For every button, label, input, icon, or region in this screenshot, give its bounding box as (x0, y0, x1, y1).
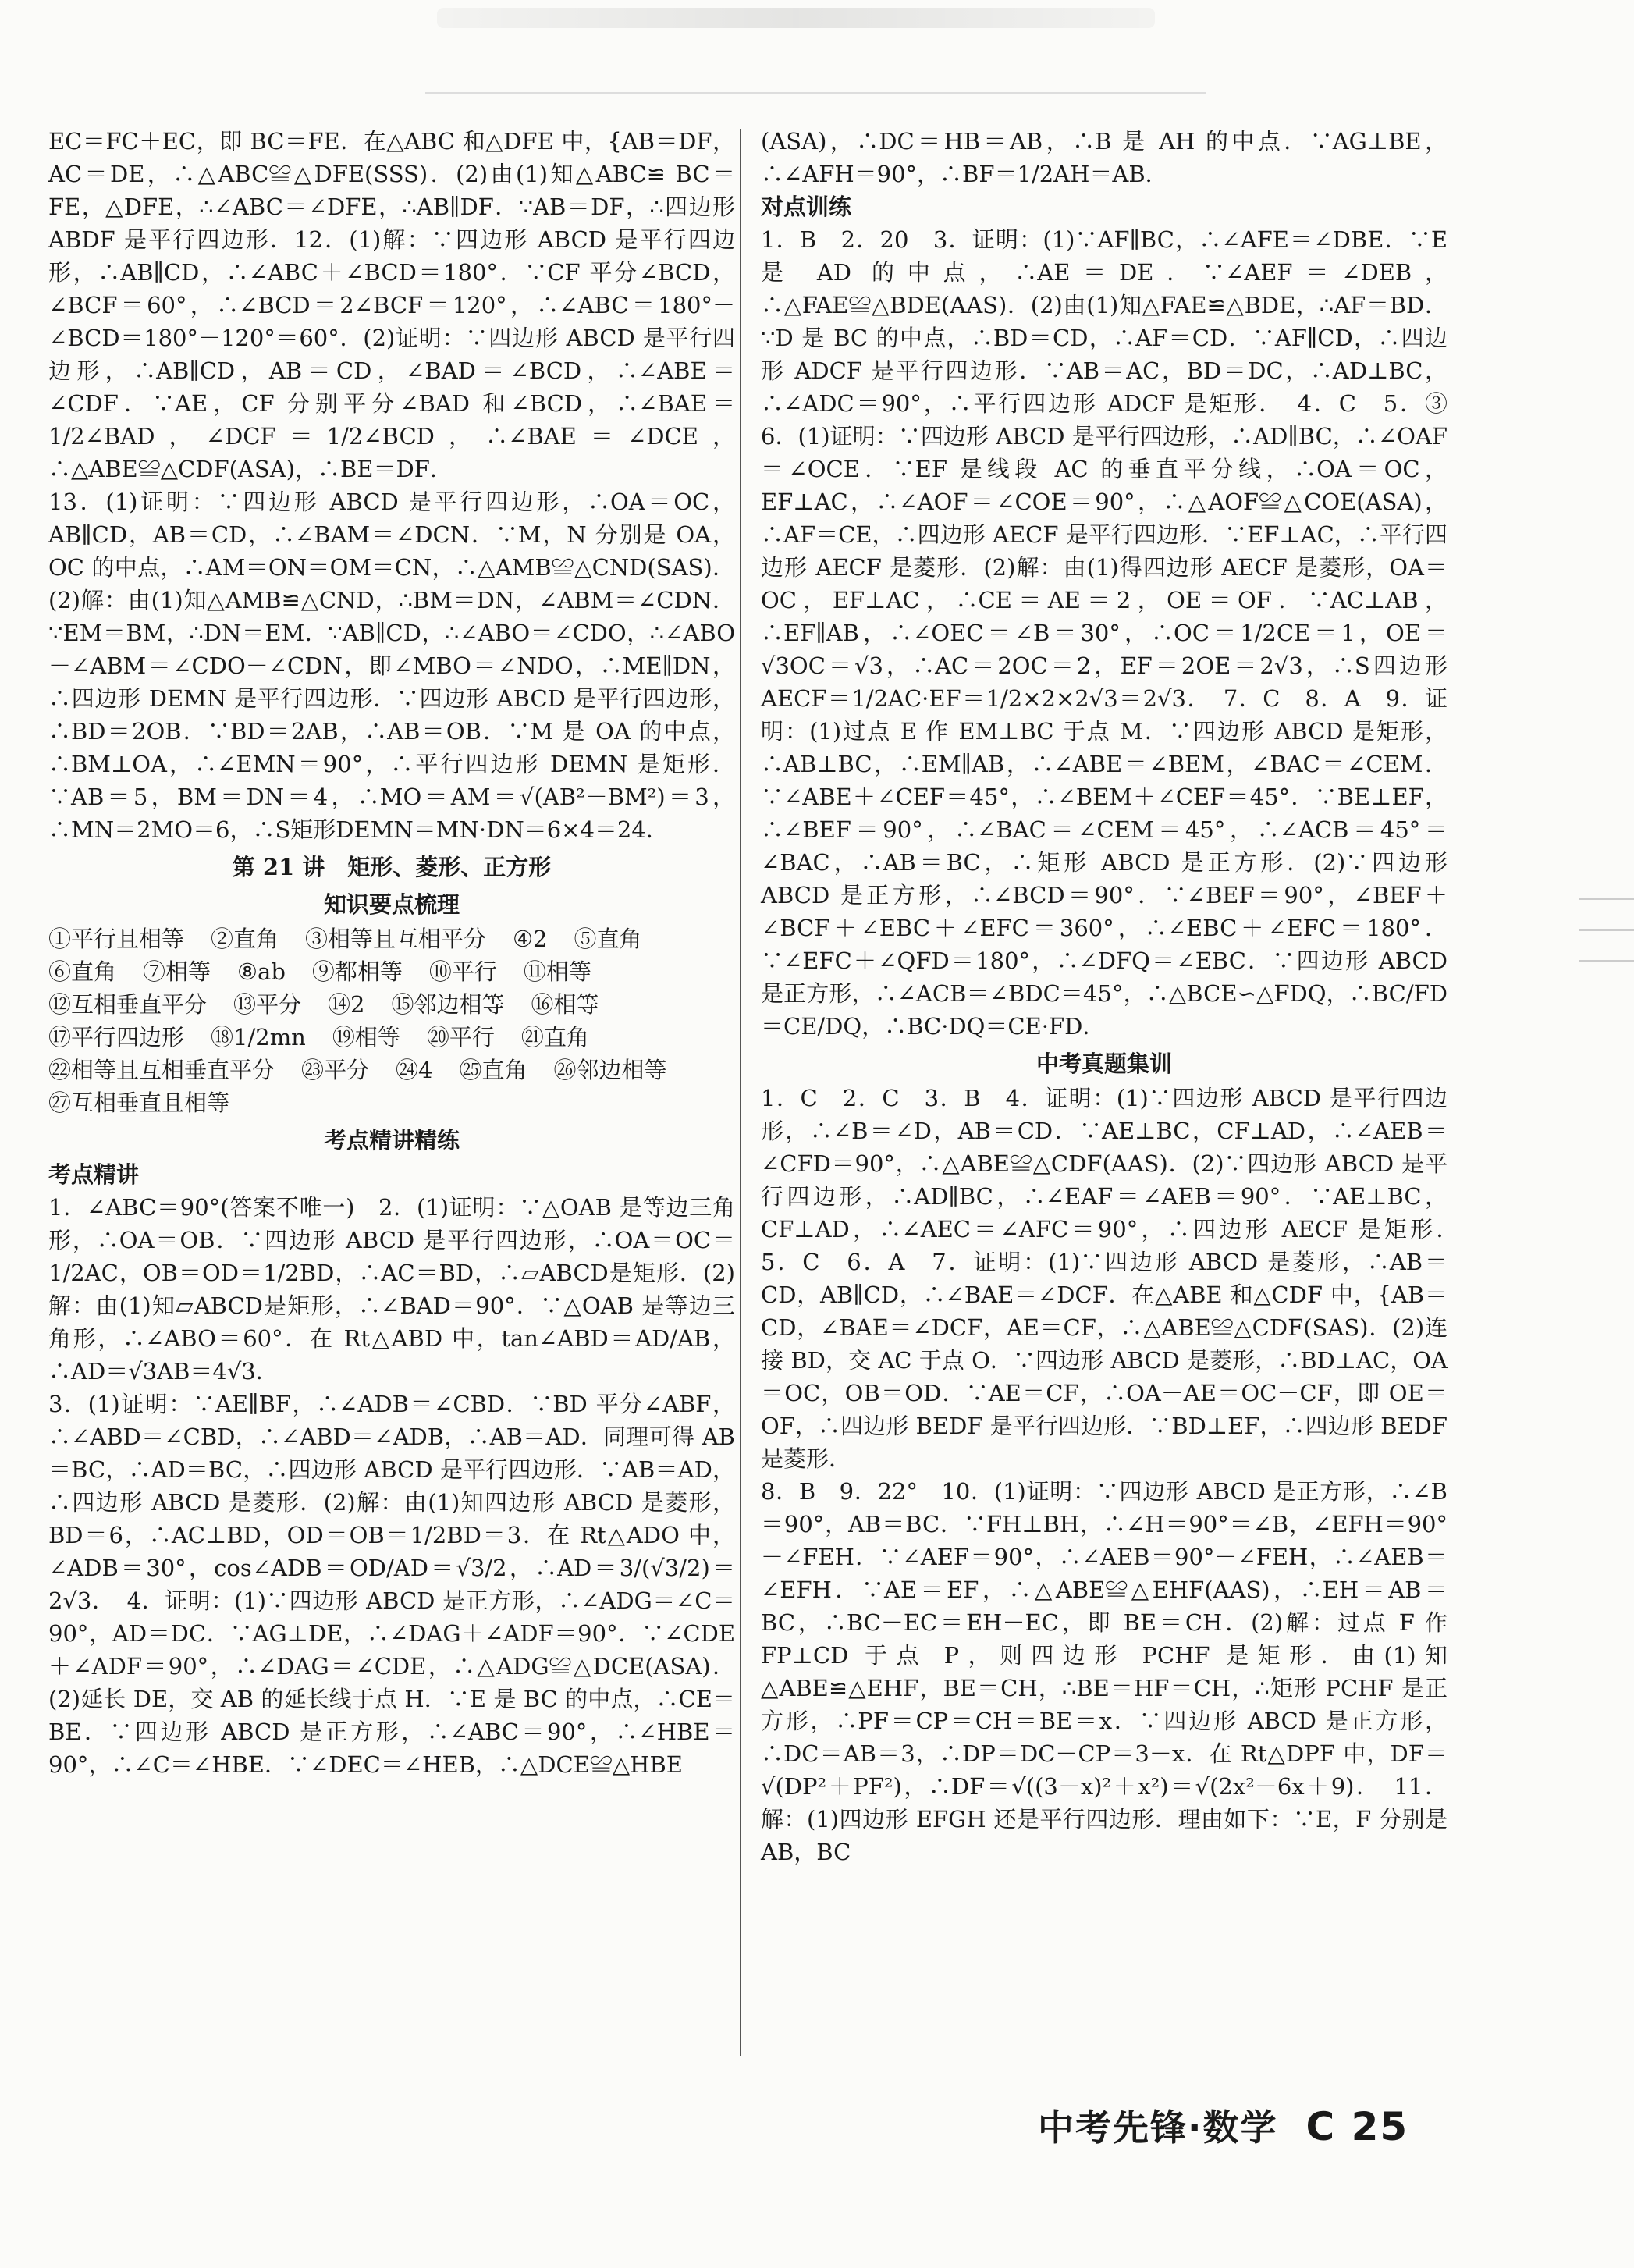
knowledge-item: ⑰平行四边形 (48, 1024, 185, 1050)
knowledge-item: ⑳平行 (426, 1024, 495, 1050)
top-rule (425, 92, 1206, 94)
knowledge-item: ⑥直角 (48, 958, 117, 985)
page-footer (1038, 2099, 1408, 2151)
right-para-3: 1．C 2．C 3．B 4．证明：(1)∵四边形 ABCD 是平行四边形，∴∠B＝∠D，AB＝CD．∵AE⊥BC，CF⊥AD，∴∠AEB＝∠CFD＝90°，∴△ABE≌△CDF(AAS)．(2)∵四边形 ABCD 是平行四边形，∴AD∥BC，∴∠EAF＝∠AEB＝90°．∵AE⊥BC，CF⊥AD，∴∠AEC＝∠AFC＝90°，∴四边形 AECF 是矩形． 5．C 6．A 7．证明：(1)∵四边形 ABCD 是菱形，∴AB＝CD，AB∥CD，∴∠BAE＝∠DCF．在△ABE 和△CDF 中，{AB＝CD，∠BAE＝∠DCF，AE＝CF，∴△ABE≌△CDF(SAS)．(2)连接 BD，交 AC 于点 O．∵四边形 ABCD 是菱形，∴BD⊥AC，OA＝OC，OB＝OD．∵AE＝CF，∴OA－AE＝OC－CF，即 OE＝OF，∴四边形 BEDF 是平行四边形．∵BD⊥EF，∴四边形 BEDF 是菱形． (761, 1085, 1471, 1472)
real-exam-title: 中考真题集训 (1035, 1050, 1172, 1077)
knowledge-item: ③相等且互相平分 (305, 926, 487, 952)
knowledge-item: ④2 (513, 926, 548, 952)
knowledge-item: ㉑直角 (520, 1024, 589, 1050)
knowledge-item: ⑤直角 (574, 926, 642, 952)
knowledge-item: ⑩平行 (428, 958, 497, 985)
knowledge-item: ⑪相等 (523, 958, 591, 985)
knowledge-item: ⑮邻边相等 (391, 991, 505, 1018)
scan-shadow (437, 8, 1155, 28)
exam-subtitle: 考点精讲 (48, 1161, 140, 1188)
knowledge-item: ㉔4 (396, 1057, 433, 1083)
knowledge-item: ①平行且相等 (48, 926, 185, 952)
knowledge-item: ⑲相等 (332, 1024, 400, 1050)
right-para-4: 8．B 9．22° 10．(1)证明：∵四边形 ABCD 是正方形，∴∠B＝90°，AB＝BC．∵FH⊥BH，∴∠H＝90°＝∠B，∠EFH＝90°－∠FEH．∵∠AEF＝90°，∴∠AEB＝90°－∠FEH，∴∠AEB＝∠EFH．∵AE＝EF，∴△ABE≌△EHF(AAS)，∴EH＝AB＝BC，∴BC－EC＝EH－EC，即 BE＝CH．(2)解：过点 F 作 FP⊥CD 于点 P，则四边形 PCHF 是矩形．由(1)知△ABE≌△EHF，BE＝CH，∴BE＝HF＝CH，∴矩形 PCHF 是正方形，∴PF＝CP＝CH＝BE＝x．∵四边形 ABCD 是正方形，∴DC＝AB＝3，∴DP＝DC－CP＝3－x．在 Rt△DPF 中，DF＝√(DP²＋PF²)，∴DF＝√((3－x)²＋x²)＝√(2x²－6x＋9)． 11．解：(1)四边形 EFGH 还是平行四边形．理由如下：∵E，F 分别是 AB，BC (761, 1478, 1448, 1865)
left-para-2: 13．(1)证明：∵四边形 ABCD 是平行四边形，∴OA＝OC，AB∥CD，AB＝CD，∴∠BAM＝∠DCN．∵M，N 分别是 OA，OC 的中点，∴AM＝ON＝OM＝CN，∴△AMB≌△CND(SAS)．(2)解：由(1)知△AMB≌△CND，∴BM＝DN，∠ABM＝∠CDN．∵EM＝BM，∴DN＝EM．∵AB∥CD，∴∠ABO＝∠CDO，∴∠ABO－∠ABM＝∠CDO－∠CDN，即∠MBO＝∠NDO，∴ME∥DN，∴四边形 DEMN 是平行四边形．∵四边形 ABCD 是平行四边形，∴BD＝2OB．∵BD＝2AB，∴AB＝OB．∵M 是 OA 的中点，∴BM⊥OA，∴∠EMN＝90°，∴平行四边形 DEMN 是矩形．∵AB＝5，BM＝DN＝4，∴MO＝AM＝√(AB²－BM²)＝3，∴MN＝2MO＝6，∴S矩形DEMN＝MN·DN＝6×4＝24． (48, 489, 735, 843)
right-para-1: (ASA)，∴DC＝HB＝AB，∴B 是 AH 的中点．∵AG⊥BE，∴∠AFH＝90°，∴BF＝1/2AH＝AB． (761, 128, 1448, 187)
knowledge-item: ⑨都相等 (311, 958, 403, 985)
left-para-3: 1．∠ABC＝90°(答案不唯一) 2．(1)证明：∵△OAB 是等边三角形，∴OA＝OB．∵四边形 ABCD 是平行四边形，∴OA＝OC＝1/2AC，OB＝OD＝1/2BD，∴AC＝BD，∴▱ABCD是矩形．(2)解：由(1)知▱ABCD是矩形，∴∠BAD＝90°．∵△OAB 是等边三角形，∴∠ABO＝60°．在 Rt△ABD 中，tan∠ABD＝AD/AB，∴AD＝√3AB＝4√3． (48, 1194, 735, 1385)
scan-edge-mark (1579, 960, 1634, 962)
knowledge-item: ⑫互相垂直平分 (48, 991, 208, 1018)
knowledge-item: ②直角 (211, 926, 279, 952)
knowledge-item: ⑧ab (237, 958, 286, 985)
knowledge-item: ㉗互相垂直且相等 (48, 1090, 230, 1116)
left-para-1: EC＝FC＋EC，即 BC＝FE．在△ABC 和△DFE 中，{AB＝DF，AC＝DE，∴△ABC≌△DFE(SSS)．(2)由(1)知△ABC≌ BC＝FE，△DFE，∴∠ABC＝∠DFE，∴AB∥DF．∵AB＝DF，∴四边形 ABDF 是平行四边形．12．(1)解：∵四边形 ABCD 是平行四边形，∴AB∥CD，∴∠ABC＋∠BCD＝180°．∵CF 平分∠BCD，∠BCF＝60°，∴∠BCD＝2∠BCF＝120°，∴∠ABC＝180°－∠BCD＝180°－120°＝60°．(2)证明：∵四边形 ABCD 是平行四边形，∴AB∥CD，AB＝CD，∠BAD＝∠BCD，∴∠ABE＝∠CDF．∵AE，CF 分别平分∠BAD 和∠BCD，∴∠BAE＝1/2∠BAD，∠DCF＝1/2∠BCD，∴∠BAE＝∠DCE，∴△ABE≌△CDF(ASA)，∴BE＝DF． (48, 128, 735, 482)
training-title: 对点训练 (761, 194, 852, 220)
exam-title: 考点精讲精练 (323, 1127, 460, 1154)
knowledge-item: ㉖邻边相等 (553, 1057, 667, 1083)
column-divider (740, 129, 741, 2056)
knowledge-item: ⑬平分 (233, 991, 302, 1018)
scan-edge-mark (1579, 898, 1634, 900)
page-number: C 25 (1305, 2104, 1409, 2149)
knowledge-item: ㉕直角 (459, 1057, 527, 1083)
left-para-4: 3．(1)证明：∵AE∥BF，∴∠ADB＝∠CBD．∵BD 平分∠ABF，∴∠ABD＝∠CBD，∴∠ABD＝∠ADB，∴AB＝AD．同理可得 AB＝BC，∴AD＝BC，∴四边形 ABCD 是平行四边形．∵AB＝AD，∴四边形 ABCD 是菱形．(2)解：由(1)知四边形 ABCD 是菱形，BD＝6，∴AC⊥BD，OD＝OB＝1/2BD＝3．在 Rt△ADO 中，∠ADB＝30°，cos∠ADB＝OD/AD＝√3/2，∴AD＝3/(√3/2)＝2√3． 4．证明：(1)∵四边形 ABCD 是正方形，∴∠ADG＝∠C＝90°，AD＝DC．∵AG⊥DE，∴∠DAG＋∠ADF＝90°．∵∠CDE＋∠ADF＝90°，∴∠DAG＝∠CDE，∴△ADG≌△DCE(ASA)．(2)延长 DE，交 AB 的延长线于点 H．∵E 是 BC 的中点，∴CE＝BE．∵四边形 ABCD 是正方形，∴∠ABC＝90°，∴∠HBE＝90°，∴∠C＝∠HBE．∵∠DEC＝∠HEB，∴△DCE≌△HBE (48, 1391, 735, 1778)
knowledge-item: ⑱1/2mn (211, 1024, 306, 1050)
book-title: 中考先锋·数学 (1038, 2106, 1278, 2149)
knowledge-item: ㉓平分 (301, 1057, 370, 1083)
lecture-title: 第 21 讲 矩形、菱形、正方形 (232, 854, 552, 880)
knowledge-title: 知识要点梳理 (323, 891, 460, 918)
knowledge-item: ㉒相等且互相垂直平分 (48, 1057, 275, 1083)
left-column (48, 125, 735, 1781)
knowledge-item: ⑭2 (328, 991, 365, 1018)
scan-edge-mark (1579, 929, 1634, 931)
knowledge-item: ⑯相等 (531, 991, 599, 1018)
right-column (761, 125, 1471, 1868)
knowledge-item: ⑦相等 (143, 958, 211, 985)
right-para-2: 1．B 2．20 3．证明：(1)∵AF∥BC，∴∠AFE＝∠DBE．∵E 是 AD 的中点，∴AE＝DE．∵∠AEF＝∠DEB，∴△FAE≌△BDE(AAS)．(2)由(1)知△FAE≌△BDE，∴AF＝BD．∵D 是 BC 的中点，∴BD＝CD，∴AF＝CD．∵AF∥CD，∴四边形 ADCF 是平行四边形．∵AB＝AC，BD＝DC，∴AD⊥BC，∴∠ADC＝90°，∴平行四边形 ADCF 是矩形． 4．C 5．③ 6．(1)证明：∵四边形 ABCD 是平行四边形，∴AD∥BC，∴∠OAF＝∠OCE．∵EF 是线段 AC 的垂直平分线，∴OA＝OC，EF⊥AC，∴∠AOF＝∠COE＝90°，∴△AOF≌△COE(ASA)，∴AF＝CE，∴四边形 AECF 是平行四边形．∵EF⊥AC，∴平行四边形 AECF 是菱形．(2)解：由(1)得四边形 AECF 是菱形，OA＝OC，EF⊥AC，∴CE＝AE＝2，OE＝OF．∵AC⊥AB，∴EF∥AB，∴∠OEC＝∠B＝30°，∴OC＝1/2CE＝1，OE＝√3OC＝√3，∴AC＝2OC＝2，EF＝2OE＝2√3，∴S四边形AECF＝1/2AC·EF＝1/2×2×2√3＝2√3． 7．C 8．A 9．证明：(1)过点 E 作 EM⊥BC 于点 M．∵四边形 ABCD 是矩形，∴AB⊥BC，∴EM∥AB，∴∠ABE＝∠BEM，∠BAC＝∠CEM．∵∠ABE＋∠CEF＝45°，∴∠BEM＋∠CEF＝45°．∵BE⊥EF，∴∠BEF＝90°，∴∠BAC＝∠CEM＝45°，∴∠ACB＝45°＝∠BAC，∴AB＝BC，∴矩形 ABCD 是正方形．(2)∵四边形 ABCD 是正方形，∴∠BCD＝90°．∵∠BEF＝90°，∠BEF＋∠BCF＋∠EBC＋∠EFC＝360°，∴∠EBC＋∠EFC＝180°．∵∠EFC＋∠QFD＝180°，∴∠DFQ＝∠EBC．∵四边形 ABCD 是正方形，∴∠ACB＝∠BDC＝45°，∴△BCE∽△FDQ，∴BC/FD＝CE/DQ，∴BC·DQ＝CE·FD． (761, 226, 1471, 1040)
knowledge-list (48, 922, 735, 1119)
